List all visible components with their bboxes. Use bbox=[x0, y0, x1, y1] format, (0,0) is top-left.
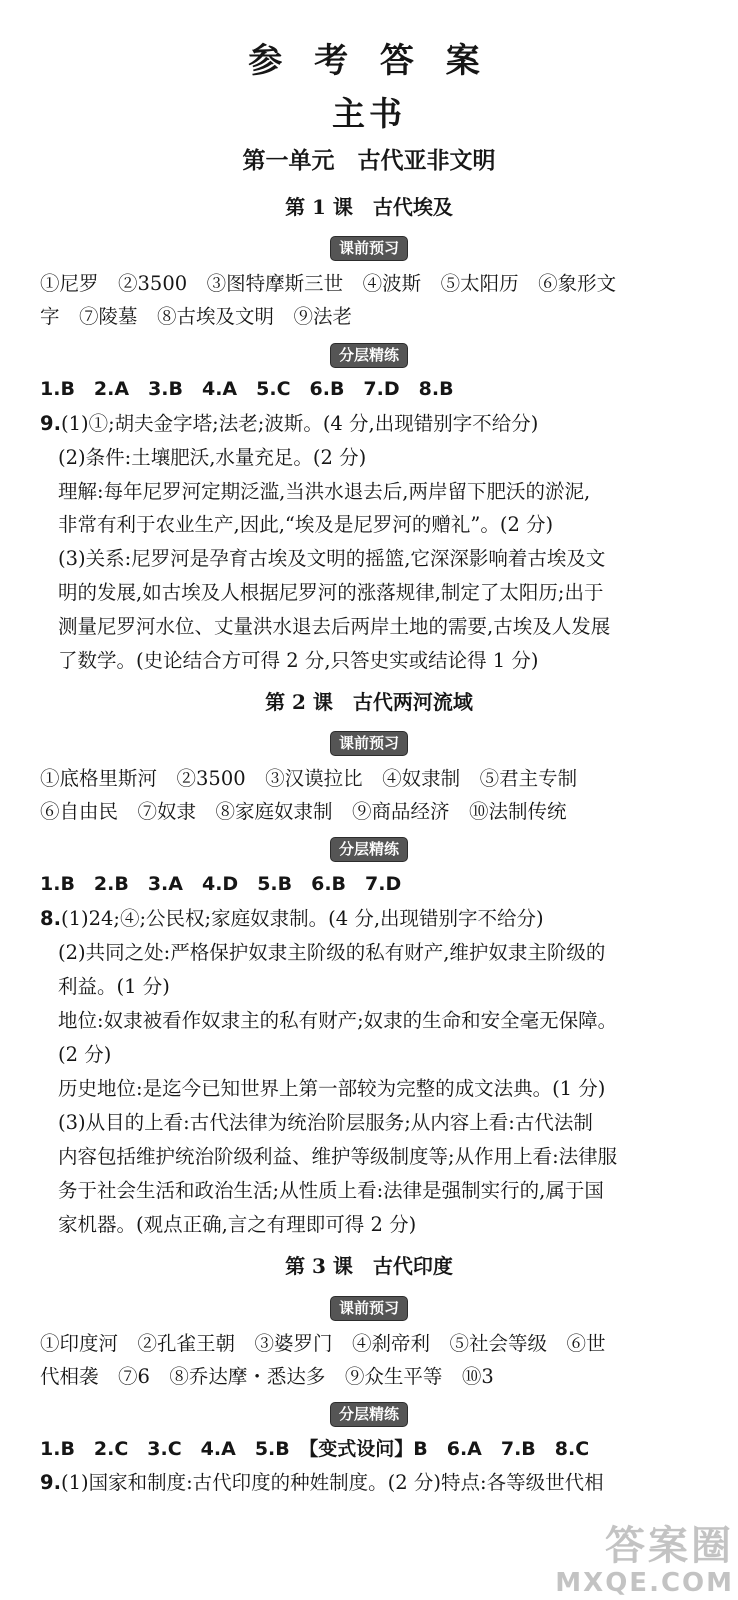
lesson-1-q9-line: 理解:每年尼罗河定期泛滥,当洪水退去后,两岸留下肥沃的淤泥, bbox=[58, 480, 591, 503]
lesson-1-q9-line: 测量尼罗河水位、丈量洪水退去后两岸土地的需要,古埃及人发展 bbox=[58, 615, 611, 638]
lesson-2-q8-line: 内容包括维护统治阶级利益、维护等级制度等;从作用上看:法律服 bbox=[58, 1145, 618, 1168]
page-title: 参 考 答 案 bbox=[248, 41, 490, 81]
lesson-1-practice-badge bbox=[0, 343, 738, 369]
lesson-1-q9-first-line bbox=[40, 409, 700, 439]
lesson-1-q9-line: 非常有利于农业生产,因此,“埃及是尼罗河的赠礼”。(2 分) bbox=[58, 513, 554, 536]
lesson-2-q8-line: (2 分) bbox=[58, 1043, 112, 1066]
question-number: 9. bbox=[40, 1471, 61, 1494]
lesson-2-q8-first-line bbox=[40, 904, 700, 934]
answer-text: (1)国家和制度:古代印度的种姓制度。(2 分)特点:各等级世代相 bbox=[60, 1471, 604, 1494]
question-number: 9. bbox=[40, 412, 61, 435]
lesson-2-preview-line: ⑥自由民 ⑦奴隶 ⑧家庭奴隶制 ⑨商品经济 ⑩法制传统 bbox=[40, 800, 567, 823]
lesson-2-q8-line: (2)共同之处:严格保护奴隶主阶级的私有财产,维护奴隶主阶级的 bbox=[58, 941, 606, 964]
watermark-url: MXQE.COM bbox=[555, 1568, 734, 1598]
badge-label: 课前预习 bbox=[330, 236, 408, 261]
lesson-2-mcq-answers: 1.B 2.B 3.A 4.D 5.B 6.B 7.D bbox=[40, 873, 402, 895]
lesson-2-q8-line: 地位:奴隶被看作奴隶主的私有财产;奴隶的生命和安全毫无保障。 bbox=[58, 1009, 618, 1032]
lesson-1-q9-line: 了数学。(史论结合方可得 2 分,只答史实或结论得 1 分) bbox=[58, 649, 539, 672]
lesson-2-q8-line: 利益。(1 分) bbox=[58, 975, 170, 998]
lesson-2-q8-line: 家机器。(观点正确,言之有理即可得 2 分) bbox=[58, 1213, 417, 1236]
lesson-3-q9-first-line bbox=[40, 1468, 700, 1498]
lesson-3-preview-line: ①印度河 ②孔雀王朝 ③婆罗门 ④刹帝利 ⑤社会等级 ⑥世 bbox=[40, 1332, 606, 1355]
lesson-3-practice-badge bbox=[0, 1402, 738, 1428]
badge-label: 课前预习 bbox=[330, 731, 408, 756]
answer-text: (1)24;④;公民权;家庭奴隶制。(4 分,出现错别字不给分) bbox=[60, 907, 544, 930]
lesson-2-q8-line: 历史地位:是迄今已知世界上第一部较为完整的成文法典。(1 分) bbox=[58, 1077, 606, 1100]
lesson-3-preview-line: 代相袭 ⑦6 ⑧乔达摩・悉达多 ⑨众生平等 ⑩3 bbox=[40, 1365, 494, 1388]
question-number: 8. bbox=[40, 907, 61, 930]
lesson-2-preview-badge bbox=[0, 731, 738, 757]
lesson-2-preview-line: ①底格里斯河 ②3500 ③汉谟拉比 ④奴隶制 ⑤君主专制 bbox=[40, 767, 578, 790]
badge-label: 课前预习 bbox=[330, 1296, 408, 1321]
watermark-logo-text: 答案圈 bbox=[605, 1523, 734, 1569]
lesson-3-mcq-answers: 1.B 2.C 3.C 4.A 5.B 【变式设问】B 6.A 7.B 8.C bbox=[40, 1438, 590, 1460]
lesson-1-preview-line: 字 ⑦陵墓 ⑧古埃及文明 ⑨法老 bbox=[40, 305, 353, 328]
lesson-3-title: 第 3 课 古代印度 bbox=[285, 1254, 453, 1278]
badge-label: 分层精练 bbox=[330, 837, 408, 862]
badge-label: 分层精练 bbox=[330, 1402, 408, 1427]
site-watermark bbox=[555, 1524, 734, 1598]
lesson-1-mcq-answers: 1.B 2.A 3.B 4.A 5.C 6.B 7.D 8.B bbox=[40, 378, 454, 400]
lesson-2-q8-line: (3)从目的上看:古代法律为统治阶层服务;从内容上看:古代法制 bbox=[58, 1111, 593, 1134]
unit-title: 第一单元 古代亚非文明 bbox=[242, 147, 496, 174]
lesson-1-q9-line: (2)条件:土壤肥沃,水量充足。(2 分) bbox=[58, 446, 367, 469]
answer-text: (1)①;胡夫金字塔;法老;波斯。(4 分,出现错别字不给分) bbox=[60, 412, 539, 435]
lesson-1-preview-line: ①尼罗 ②3500 ③图特摩斯三世 ④波斯 ⑤太阳历 ⑥象形文 bbox=[40, 272, 617, 295]
lesson-1-q9-line: 明的发展,如古埃及人根据尼罗河的涨落规律,制定了太阳历;出于 bbox=[58, 581, 604, 604]
lesson-3-preview-badge bbox=[0, 1296, 738, 1322]
lesson-1-title: 第 1 课 古代埃及 bbox=[285, 195, 453, 219]
lesson-2-q8-line: 务于社会生活和政治生活;从性质上看:法律是强制实行的,属于国 bbox=[58, 1179, 604, 1202]
lesson-2-practice-badge bbox=[0, 837, 738, 863]
badge-label: 分层精练 bbox=[330, 343, 408, 368]
lesson-1-preview-badge bbox=[0, 236, 738, 262]
lesson-2-title: 第 2 课 古代两河流域 bbox=[265, 690, 473, 714]
lesson-1-q9-line: (3)关系:尼罗河是孕育古埃及文明的摇篮,它深深影响着古埃及文 bbox=[58, 547, 606, 570]
page-subtitle: 主书 bbox=[332, 94, 406, 133]
